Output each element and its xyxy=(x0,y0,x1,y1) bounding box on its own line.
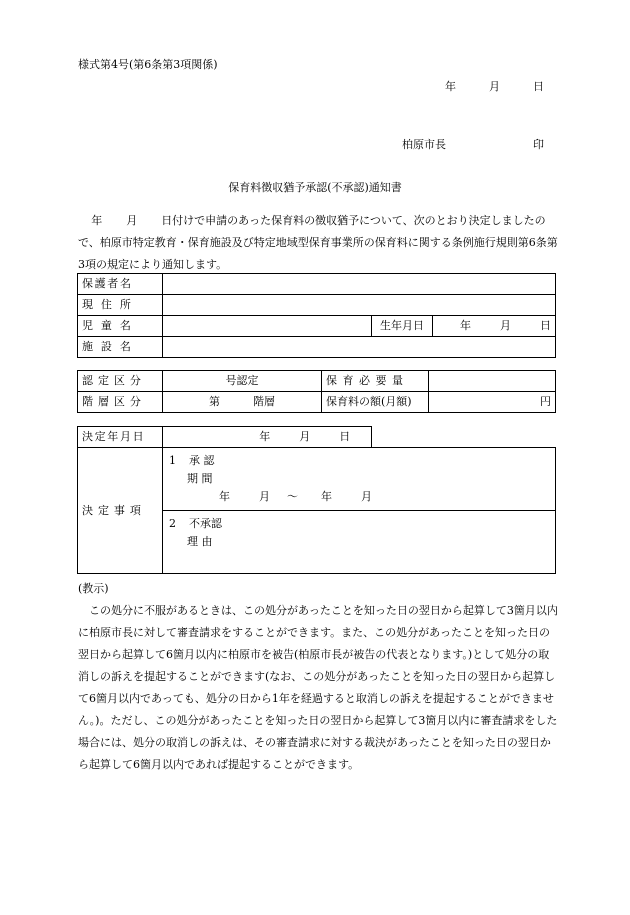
period-range xyxy=(169,488,549,506)
tier-label: 階層区分 xyxy=(78,392,163,413)
decision-month: 月 xyxy=(299,430,311,443)
approval-section[interactable] xyxy=(163,448,556,511)
fee-label: 保育料の額(月額) xyxy=(322,392,429,413)
fee-value[interactable] xyxy=(429,392,556,413)
instruction-heading: (教示) xyxy=(78,582,109,595)
period-start-month: 月 xyxy=(259,490,270,503)
document-title: 保育料徴収猶予承認(不承認)通知書 xyxy=(228,181,402,194)
issuer xyxy=(402,136,544,152)
fee-unit: 円 xyxy=(540,395,551,408)
tier-suffix: 階層 xyxy=(253,395,275,408)
guardian-value[interactable] xyxy=(163,274,556,295)
intro-text: 日付けで申請のあった保育料の徴収猶予について、次のとおり決定しましたので、柏原市特定教育・保育施設及び特定地域型保育事業所の保育料に関する条例施行規則第6条第3項の規定により通知します。 xyxy=(78,214,558,271)
birth-year: 年 xyxy=(460,319,471,332)
facility-value[interactable] xyxy=(163,337,556,358)
tier-value[interactable] xyxy=(163,392,322,413)
issue-date-year: 年 xyxy=(445,80,456,93)
issuer-name: 柏原市長 xyxy=(402,138,446,151)
decision-items-label: 決定事項 xyxy=(78,448,163,574)
period-tilde: ～ xyxy=(287,490,298,503)
period-start-year: 年 xyxy=(219,490,230,503)
reason-label: 理 由 xyxy=(187,535,213,548)
period-label: 期 間 xyxy=(187,472,213,485)
birth-month: 月 xyxy=(500,319,511,332)
decision-day: 日 xyxy=(339,430,351,443)
certification-label: 認定区分 xyxy=(78,371,163,392)
care-need-value[interactable] xyxy=(429,371,556,392)
seal-mark: 印 xyxy=(533,138,544,151)
instruction-text: この処分に不服があるときは、この処分があったことを知った日の翌日から起算して3箇月以内に柏原市長に対して審査請求をすることができます。また、この処分があったことを知った日の翌日から起算して6箇月以内に柏原市を被告(柏原市長が被告の代表となります。)として処分の取消しの訴えを提起することができます(なお、この処分があったことを知った日の翌日から起算して6箇月以内であっても、処分の日から1年を経過すると取消しの訴えを提起することができません。)。ただし、この処分があったことを知った日の翌日から起算して3箇月以内に審査請求をした場合には、処分の取消しの訴えは、その審査請求に対する裁決があったことを知った日の翌日から起算して6箇月以内であれば提起することができます。 xyxy=(78,604,558,771)
form-number: 様式第4号(第6条第3項関係) xyxy=(78,58,218,71)
certification-value[interactable]: 号認定 xyxy=(163,371,322,392)
guardian-label: 保護者名 xyxy=(78,274,163,295)
intro-month: 月 xyxy=(126,214,138,227)
approval-number: 1 xyxy=(169,454,176,467)
period-end-year: 年 xyxy=(321,490,332,503)
issue-date xyxy=(445,78,544,94)
decision-date-table xyxy=(77,426,372,448)
care-need-label: 保育必要量 xyxy=(322,371,429,392)
intro-paragraph xyxy=(78,210,558,276)
child-info-table xyxy=(77,273,556,358)
address-label: 現住所 xyxy=(78,295,163,316)
birthdate-label: 生年月日 xyxy=(372,316,433,337)
fee-table xyxy=(77,370,556,413)
facility-label: 施設名 xyxy=(78,337,163,358)
birthdate-value[interactable] xyxy=(433,316,556,337)
child-name-value[interactable] xyxy=(163,316,372,337)
intro-year: 年 xyxy=(91,214,103,227)
child-name-label: 児童名 xyxy=(78,316,163,337)
issue-date-month: 月 xyxy=(489,80,500,93)
tier-prefix: 第 xyxy=(209,395,220,408)
birth-day: 日 xyxy=(540,319,551,332)
decision-year: 年 xyxy=(259,430,271,443)
rejection-label: 不承認 xyxy=(189,517,222,530)
decision-date-value[interactable] xyxy=(163,427,372,448)
period-end-month: 月 xyxy=(361,490,372,503)
address-value[interactable] xyxy=(163,295,556,316)
rejection-section[interactable] xyxy=(163,511,556,574)
decision-date-label: 決定年月日 xyxy=(78,427,163,448)
approval-label: 承 認 xyxy=(189,454,215,467)
issue-date-day: 日 xyxy=(533,80,544,93)
decision-items-table xyxy=(77,447,556,574)
rejection-number: 2 xyxy=(169,517,176,530)
